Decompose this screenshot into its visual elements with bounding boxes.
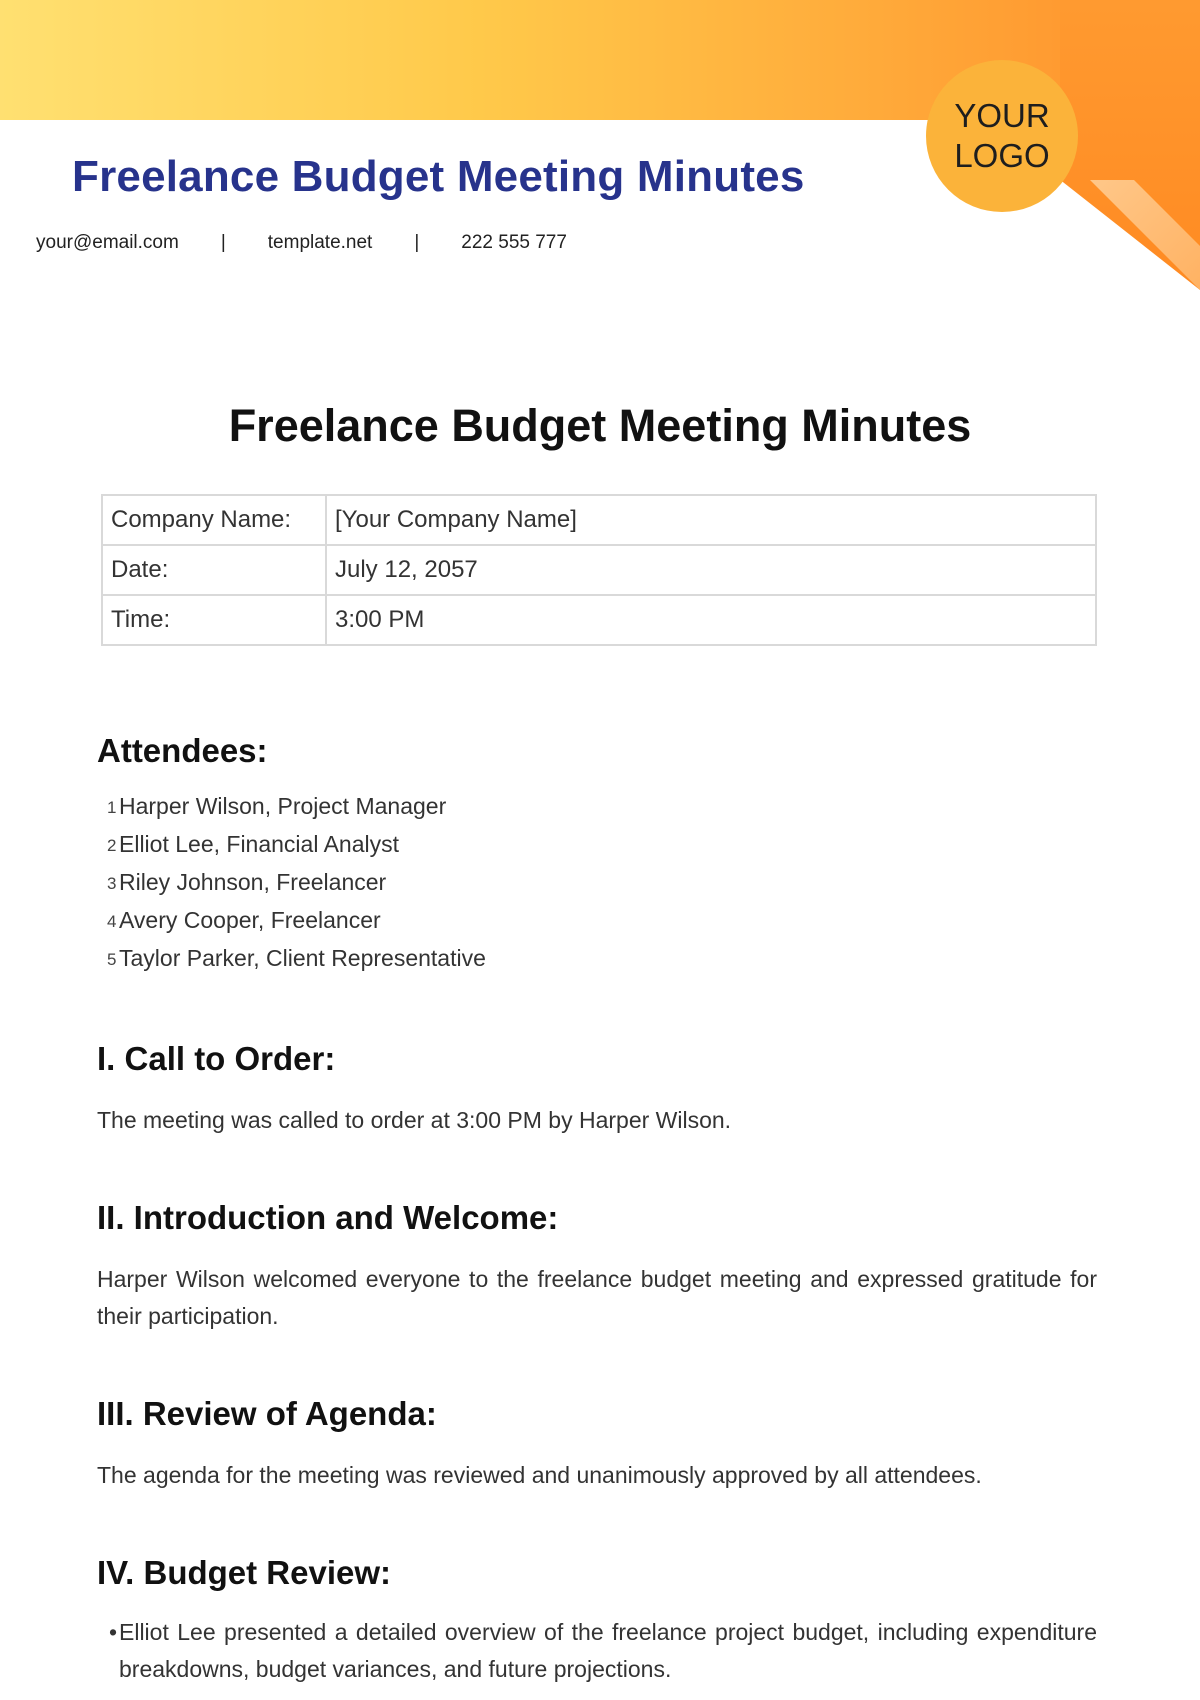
- bullet-text: Elliot Lee presented a detailed overview of the freelance project budget, including expenditure breakdowns, budget variances, and future projections.: [119, 1619, 1097, 1682]
- contact-separator: |: [414, 232, 420, 253]
- contact-phone: 222 555 777: [461, 232, 567, 253]
- section-introduction: [97, 1199, 1097, 1335]
- list-item-text: Taylor Parker, Client Representative: [119, 945, 486, 971]
- table-row: [102, 545, 1096, 595]
- list-item-text: Harper Wilson, Project Manager: [119, 793, 447, 819]
- list-number: 1: [107, 798, 117, 817]
- table-cell-value: 3:00 PM: [326, 595, 1096, 645]
- list-item-text: Elliot Lee, Financial Analyst: [119, 831, 399, 857]
- section-budget-review: [97, 1554, 1097, 1688]
- list-number: 2: [107, 836, 117, 855]
- list-number: 4: [107, 912, 117, 931]
- list-item: [107, 826, 1097, 864]
- list-item: [107, 940, 1097, 978]
- table-cell-label: Company Name:: [102, 495, 326, 545]
- contact-separator: |: [220, 232, 226, 253]
- contact-email: your@email.com: [36, 232, 179, 253]
- contact-website: template.net: [267, 232, 373, 253]
- list-item: [107, 788, 1097, 826]
- list-item: [107, 902, 1097, 940]
- list-item: [107, 864, 1097, 902]
- company-logo: [926, 60, 1078, 212]
- attendees-list: [97, 788, 1097, 978]
- table-row: [102, 595, 1096, 645]
- section-heading: IV. Budget Review:: [97, 1554, 392, 1591]
- attendees-heading: Attendees:: [97, 732, 268, 769]
- list-item-text: Riley Johnson, Freelancer: [119, 869, 387, 895]
- meeting-info-table: [101, 494, 1097, 646]
- list-number: 3: [107, 874, 117, 893]
- table-cell-label: Date:: [102, 545, 326, 595]
- bullet-item: [109, 1614, 1097, 1688]
- section-heading: III. Review of Agenda:: [97, 1395, 437, 1432]
- header-title: Freelance Budget Meeting Minutes: [72, 152, 805, 201]
- document-body: [97, 400, 1097, 1688]
- section-heading: II. Introduction and Welcome:: [97, 1199, 559, 1236]
- list-item-text: Avery Cooper, Freelancer: [119, 907, 381, 933]
- bullet-dot: •: [109, 1619, 118, 1645]
- section-review-of-agenda: [97, 1395, 1097, 1494]
- list-number: 5: [107, 950, 117, 969]
- section-call-to-order: [97, 1040, 1097, 1139]
- table-cell-value: July 12, 2057: [326, 545, 1096, 595]
- section-body: Harper Wilson welcomed everyone to the freelance budget meeting and expressed gratitude for their participation.: [97, 1266, 1097, 1329]
- section-heading: I. Call to Order:: [97, 1040, 336, 1077]
- contact-line: [36, 232, 567, 254]
- logo-text: YOUR LOGO: [954, 97, 1050, 174]
- table-cell-value: [Your Company Name]: [326, 495, 1096, 545]
- table-row: [102, 495, 1096, 545]
- table-cell-label: Time:: [102, 595, 326, 645]
- section-body: The agenda for the meeting was reviewed and unanimously approved by all attendees.: [97, 1462, 982, 1488]
- section-body: The meeting was called to order at 3:00 PM by Harper Wilson.: [97, 1107, 732, 1133]
- document-title: Freelance Budget Meeting Minutes: [228, 400, 972, 451]
